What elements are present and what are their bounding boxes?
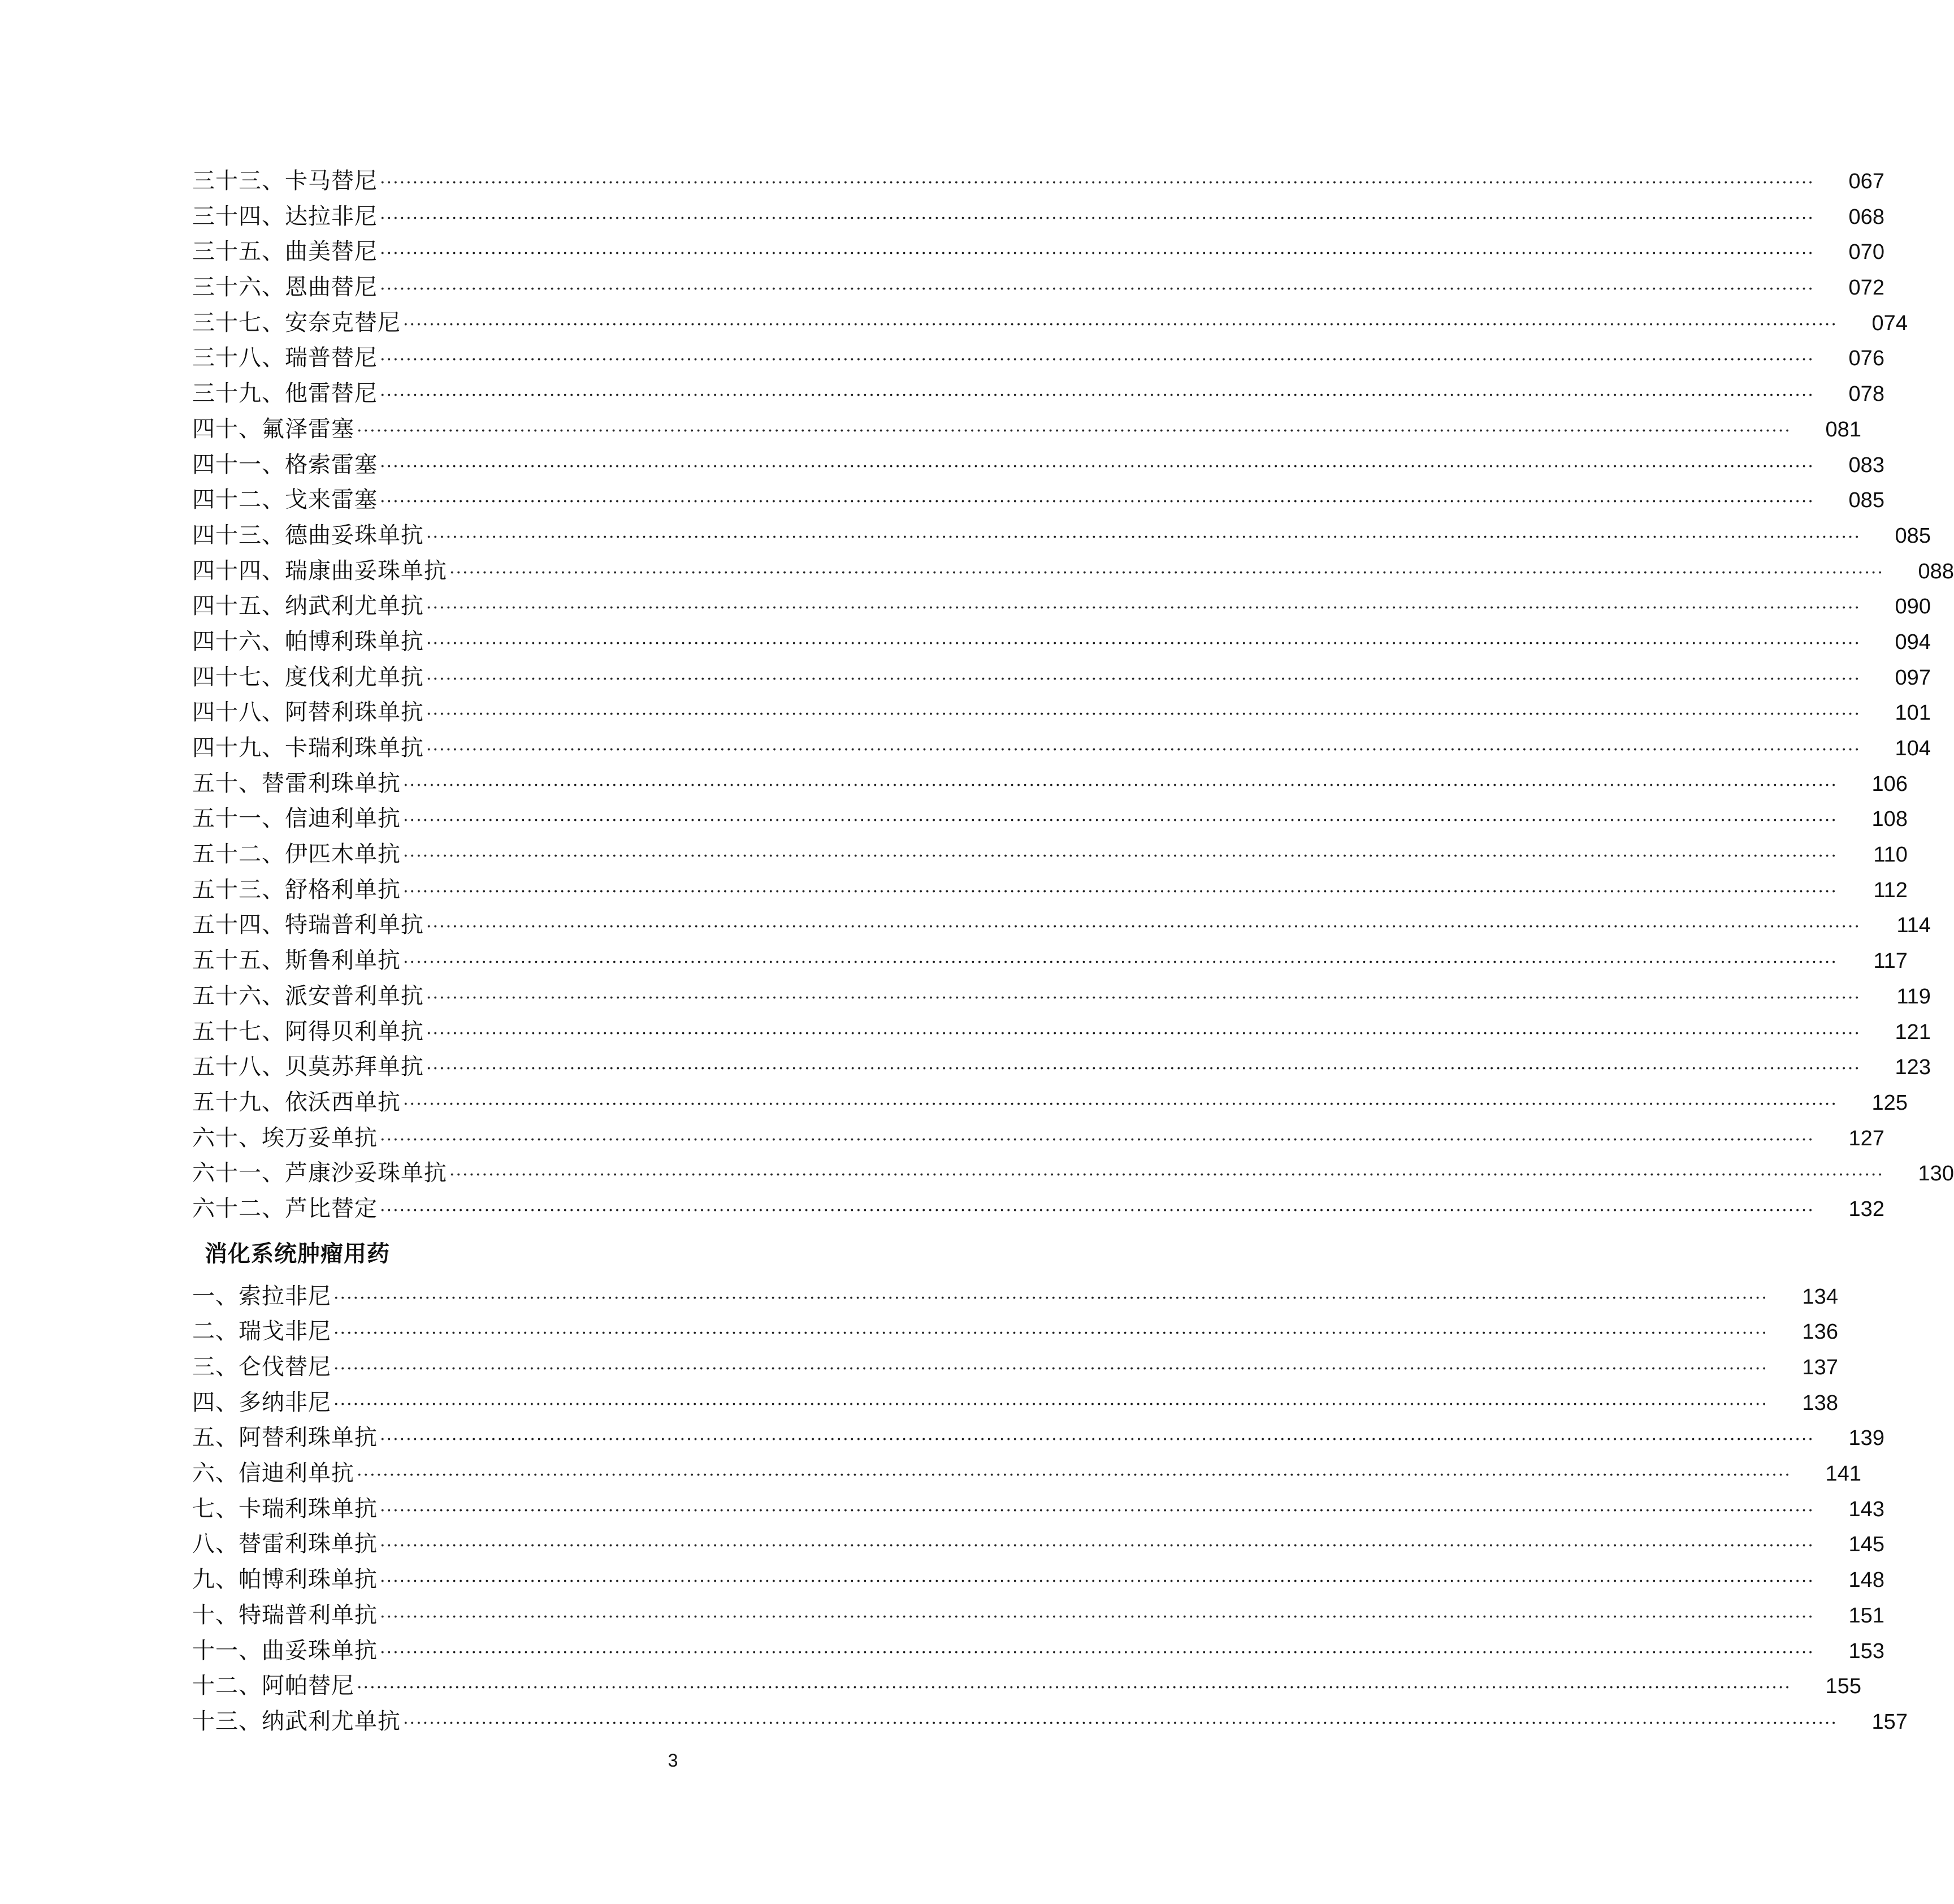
toc-entry[interactable]	[192, 1120, 1884, 1156]
dot-leader: ····························································································································································································································	[403, 775, 1838, 795]
dot-leader: ····························································································································································································································	[333, 1288, 1768, 1308]
toc-entry-page: 132	[1848, 1197, 1884, 1221]
toc-entry[interactable]	[192, 340, 1884, 376]
dot-leader: ····························································································································································································································	[449, 1165, 1884, 1185]
toc-entry-title: 四十八、阿替利珠单抗	[192, 699, 424, 726]
dot-leader: ····························································································································································································································	[357, 1465, 1791, 1486]
toc-entry-page: 145	[1848, 1533, 1884, 1557]
toc-entry[interactable]	[192, 1704, 1908, 1739]
toc-entry[interactable]	[192, 1085, 1908, 1120]
dot-leader: ····························································································································································································································	[380, 386, 1814, 406]
dot-leader: ····························································································································································································································	[426, 1023, 1861, 1044]
toc-entry-title: 四十一、格索雷塞	[192, 451, 378, 478]
dot-leader: ····························································································································································································································	[403, 846, 1838, 867]
dot-leader: ····························································································································································································································	[357, 421, 1791, 441]
toc-entry-page: 134	[1802, 1284, 1838, 1309]
toc-entry-title: 十一、曲妥珠单抗	[192, 1637, 378, 1664]
toc-entry-title: 四十六、帕博利珠单抗	[192, 628, 424, 655]
toc-entry-page: 081	[1825, 417, 1861, 442]
toc-entry[interactable]	[192, 660, 1931, 695]
toc-entry-title: 八、替雷利珠单抗	[192, 1531, 378, 1557]
toc-entry-page: 119	[1896, 984, 1931, 1009]
dot-leader: ····························································································································································································································	[426, 740, 1861, 760]
toc-group-2	[192, 1279, 1908, 1739]
toc-entry-title: 五十、替雷利珠单抗	[192, 770, 401, 797]
dot-leader: ····························································································································································································································	[426, 669, 1861, 689]
toc-entry[interactable]	[192, 1014, 1931, 1050]
toc-entry-page: 072	[1848, 276, 1884, 300]
dot-leader: ····························································································································································································································	[380, 1500, 1814, 1521]
toc-entry-title: 六十、埃万妥单抗	[192, 1124, 378, 1151]
toc-entry-page: 097	[1895, 665, 1931, 690]
toc-entry-page: 094	[1895, 630, 1931, 654]
toc-entry-title: 三十九、他雷替尼	[192, 380, 378, 407]
toc-entry-page: 088	[1918, 559, 1954, 583]
toc-entry-page: 125	[1871, 1091, 1908, 1115]
toc-entry-page: 083	[1848, 453, 1884, 477]
toc-entry-page: 155	[1825, 1674, 1861, 1699]
toc-entry-title: 四十五、纳武利尤单抗	[192, 593, 424, 620]
toc-entry[interactable]	[192, 553, 1954, 589]
toc-entry-title: 四十、氟泽雷塞	[192, 416, 354, 442]
dot-leader: ····························································································································································································································	[380, 279, 1814, 300]
dot-leader: ····························································································································································································································	[333, 1394, 1768, 1414]
toc-entry-page: 114	[1896, 914, 1931, 938]
dot-leader: ····························································································································································································································	[426, 988, 1861, 1008]
toc-entry[interactable]	[192, 907, 1931, 943]
toc-entry-title: 五十九、依沃西单抗	[192, 1089, 401, 1115]
dot-leader: ····························································································································································································································	[426, 598, 1861, 618]
toc-entry-page: 148	[1848, 1568, 1884, 1593]
toc-entry-page: 104	[1895, 737, 1931, 760]
toc-entry-page: 123	[1895, 1055, 1931, 1080]
dot-leader: ····························································································································································································································	[333, 1323, 1768, 1344]
dot-leader: ····························································································································································································································	[380, 1607, 1814, 1627]
dot-leader: ····························································································································································································································	[357, 1678, 1791, 1698]
toc-entry[interactable]	[192, 234, 1884, 270]
toc-entry-title: 五十一、信迪利单抗	[192, 806, 401, 832]
toc-entry-page: 076	[1848, 347, 1884, 371]
toc-entry-page: 127	[1848, 1126, 1884, 1150]
dot-leader: ····························································································································································································································	[403, 1094, 1838, 1114]
toc-entry[interactable]	[192, 1385, 1838, 1421]
toc-entry-title: 七、卡瑞利珠单抗	[192, 1495, 378, 1522]
toc-entry-title: 六十二、芦比替定	[192, 1195, 378, 1222]
toc-entry[interactable]	[192, 1633, 1884, 1669]
toc-entry-title: 四十四、瑞康曲妥珠单抗	[192, 557, 447, 584]
dot-leader: ····························································································································································································································	[403, 314, 1838, 335]
toc-entry-title: 四十二、戈来雷塞	[192, 487, 378, 513]
dot-leader: ····························································································································································································································	[333, 1359, 1768, 1379]
toc-entry-title: 五十四、特瑞普利单抗	[192, 912, 424, 938]
toc-entry-page: 070	[1848, 240, 1884, 265]
toc-entry-page: 117	[1873, 949, 1908, 973]
dot-leader: ····························································································································································································································	[403, 1713, 1838, 1733]
toc-entry[interactable]	[192, 1562, 1884, 1598]
dot-leader: ····························································································································································································································	[380, 1536, 1814, 1556]
dot-leader: ····························································································································································································································	[380, 208, 1814, 228]
toc-entry-page: 139	[1848, 1426, 1884, 1451]
dot-leader: ····························································································································································································································	[380, 1130, 1814, 1150]
toc-entry-title: 五十六、派安普利单抗	[192, 983, 424, 1009]
toc-entry-title: 三、仑伐替尼	[192, 1354, 331, 1380]
toc-entry-page: 143	[1848, 1497, 1884, 1521]
toc-entry-page: 137	[1802, 1356, 1838, 1379]
dot-leader: ····························································································································································································································	[403, 953, 1838, 973]
toc-entry-page: 090	[1895, 595, 1931, 619]
toc-entry[interactable]	[192, 766, 1908, 802]
dot-leader: ····························································································································································································································	[403, 811, 1838, 831]
toc-entry[interactable]	[192, 1191, 1884, 1227]
toc-entry[interactable]	[192, 447, 1884, 483]
toc-entry[interactable]	[192, 199, 1884, 235]
toc-entry-page: 136	[1802, 1320, 1838, 1344]
toc-entry[interactable]	[192, 270, 1884, 305]
toc-entry-page: 110	[1873, 843, 1908, 867]
dot-leader: ····························································································································································································································	[426, 917, 1861, 937]
dot-leader: ····························································································································································································································	[380, 350, 1814, 370]
section-heading: 消化系统肿瘤用药	[205, 1240, 390, 1267]
dot-leader: ····························································································································································································································	[380, 456, 1814, 477]
toc-entry-title: 五十三、舒格利单抗	[192, 876, 401, 903]
toc-entry[interactable]	[192, 1349, 1838, 1385]
toc-entry-page: 068	[1848, 205, 1884, 229]
toc-entry-page: 085	[1848, 488, 1884, 513]
toc-entry-page: 130	[1918, 1162, 1954, 1186]
toc-entry-page: 141	[1825, 1462, 1861, 1486]
toc-entry[interactable]	[192, 412, 1861, 447]
toc-entry-title: 二、瑞戈非尼	[192, 1318, 331, 1345]
toc-entry-title: 四、多纳非尼	[192, 1389, 331, 1416]
toc-entry[interactable]	[192, 1526, 1884, 1562]
dot-leader: ····························································································································································································································	[426, 633, 1861, 654]
toc-entry[interactable]	[192, 1668, 1861, 1704]
toc-entry-title: 四十三、德曲妥珠单抗	[192, 522, 424, 548]
dot-leader: ····························································································································································································································	[380, 244, 1814, 264]
dot-leader: ····························································································································································································································	[426, 1059, 1861, 1079]
toc-entry[interactable]	[192, 376, 1884, 412]
toc-entry-page: 157	[1871, 1710, 1908, 1734]
toc-entry-title: 十、特瑞普利单抗	[192, 1602, 378, 1628]
dot-leader: ····························································································································································································································	[426, 704, 1861, 725]
dot-leader: ····························································································································································································································	[449, 562, 1884, 583]
dot-leader: ····························································································································································································································	[380, 173, 1814, 193]
toc-entry-title: 五十七、阿得贝利单抗	[192, 1018, 424, 1045]
toc-entry-page: 106	[1871, 772, 1908, 796]
toc-entry[interactable]	[192, 1049, 1931, 1085]
toc-group-1	[192, 163, 1954, 1227]
toc-entry[interactable]	[192, 730, 1931, 766]
toc-entry-page: 121	[1895, 1020, 1931, 1044]
toc-entry-title: 六十一、芦康沙妥珠单抗	[192, 1160, 447, 1187]
toc-entry-page: 138	[1802, 1391, 1838, 1415]
dot-leader: ····························································································································································································································	[380, 1430, 1814, 1450]
toc-entry[interactable]	[192, 1598, 1884, 1633]
toc-entry[interactable]	[192, 1420, 1884, 1456]
dot-leader: ····························································································································································································································	[426, 527, 1861, 547]
toc-entry-title: 三十八、瑞普替尼	[192, 345, 378, 371]
toc-entry[interactable]	[192, 1491, 1884, 1527]
toc-entry-title: 三十四、达拉非尼	[192, 203, 378, 230]
toc-entry-page: 112	[1873, 878, 1908, 902]
table-of-contents	[192, 163, 1954, 1739]
toc-entry[interactable]	[192, 837, 1908, 872]
toc-entry-title: 六、信迪利单抗	[192, 1460, 354, 1487]
toc-entry-page: 153	[1848, 1639, 1884, 1663]
toc-entry[interactable]	[192, 1156, 1954, 1191]
toc-entry-title: 五十五、斯鲁利单抗	[192, 947, 401, 974]
toc-entry-title: 四十九、卡瑞利珠单抗	[192, 735, 424, 761]
toc-entry-page: 085	[1895, 523, 1931, 548]
toc-entry[interactable]	[192, 624, 1931, 660]
toc-entry[interactable]	[192, 163, 1884, 199]
toc-entry-title: 三十五、曲美替尼	[192, 239, 378, 265]
toc-entry-title: 十二、阿帕替尼	[192, 1673, 354, 1699]
toc-entry[interactable]	[192, 943, 1908, 979]
dot-leader: ····························································································································································································································	[403, 881, 1838, 902]
toc-entry-title: 五十二、伊匹木单抗	[192, 841, 401, 868]
toc-entry[interactable]	[192, 1456, 1861, 1491]
toc-entry[interactable]	[192, 305, 1908, 341]
toc-entry-page: 078	[1848, 382, 1884, 406]
toc-entry[interactable]	[192, 588, 1931, 624]
toc-entry[interactable]	[192, 482, 1884, 518]
toc-entry-title: 四十七、度伐利尤单抗	[192, 664, 424, 690]
toc-entry-title: 五、阿替利珠单抗	[192, 1425, 378, 1451]
toc-entry[interactable]	[192, 872, 1908, 908]
toc-entry-page: 151	[1848, 1603, 1884, 1628]
toc-entry-title: 三十三、卡马替尼	[192, 168, 378, 194]
toc-entry-title: 九、帕博利珠单抗	[192, 1567, 378, 1593]
page-number: 3	[668, 1750, 678, 1771]
toc-entry-page: 067	[1848, 170, 1884, 193]
toc-entry-title: 五十八、贝莫苏拜单抗	[192, 1054, 424, 1080]
toc-entry[interactable]	[192, 518, 1931, 553]
dot-leader: ····························································································································································································································	[380, 492, 1814, 512]
toc-entry-title: 一、索拉非尼	[192, 1283, 331, 1309]
toc-entry[interactable]	[192, 695, 1931, 730]
dot-leader: ····························································································································································································································	[380, 1200, 1814, 1221]
toc-entry[interactable]	[192, 1314, 1838, 1349]
toc-entry[interactable]	[192, 979, 1931, 1014]
toc-entry-title: 三十六、恩曲替尼	[192, 274, 378, 301]
toc-entry-title: 十三、纳武利尤单抗	[192, 1708, 401, 1734]
toc-entry-page: 108	[1871, 807, 1908, 832]
toc-entry-page: 074	[1871, 311, 1908, 335]
toc-entry[interactable]	[192, 801, 1908, 837]
dot-leader: ····························································································································································································································	[380, 1642, 1814, 1663]
toc-entry[interactable]	[192, 1279, 1838, 1314]
dot-leader: ····························································································································································································································	[380, 1572, 1814, 1592]
toc-entry-title: 三十七、安奈克替尼	[192, 309, 401, 336]
toc-entry-page: 101	[1895, 701, 1931, 725]
